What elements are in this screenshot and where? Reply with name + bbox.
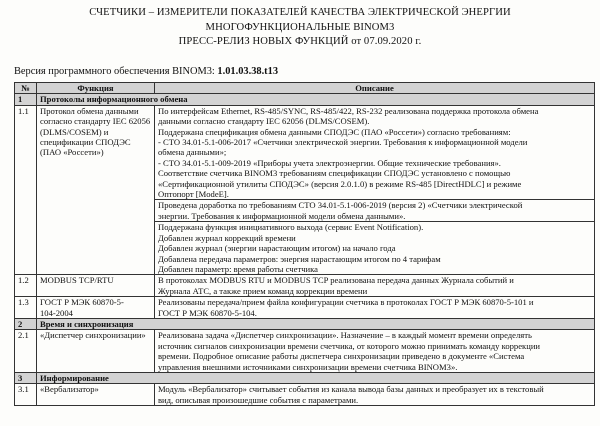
section-row-time-sync	[15, 318, 595, 329]
desc-line: Проведена доработка по требованиям СТО 34.01-5.1-006-2019 (версия 2) «Счетчики электрической	[158, 200, 523, 211]
version-label: Версия программного обеспечения BINOM3:	[14, 66, 215, 77]
row-description-b	[155, 200, 595, 222]
row-description	[155, 297, 595, 319]
row-description	[155, 275, 595, 297]
desc-line: Модуль «Вербализатор» считывает события из канала вывода базы данных и преобразует их в текстовый	[158, 384, 544, 395]
func-line: ГОСТ Р МЭК 60870-5-	[40, 297, 124, 308]
row-number: 2.1	[15, 330, 37, 373]
desc-line: По интерфейсам Ethernet, RS-485/SYNC, RS-485/422, RS-232 реализована поддержка протокола обмена	[158, 105, 539, 116]
column-header-function: Функция	[37, 83, 155, 94]
table-row-1-3	[15, 297, 595, 319]
row-number: 3.1	[15, 384, 37, 406]
features-table	[14, 82, 595, 406]
title-line-3: ПРЕСС-РЕЛИЗ НОВЫХ ФУНКЦИЙ от 07.09.2020 г.	[178, 36, 422, 48]
section-title: Информирование	[37, 372, 595, 383]
section-row-informing	[15, 372, 595, 383]
version-value: 1.01.03.38.t13	[217, 66, 279, 77]
desc-line: Добавлен журнал (энергии нарастающим итогом) на начало года	[158, 243, 396, 254]
row-function: Протокол обмена данными согласно стандарту IEC 62056 (DLMS/COSEM) и спецификации СПОДЭС (ПАО «Россети»)	[37, 105, 155, 275]
desc-line: ГОСТ Р МЭК 60870-5-104.	[158, 307, 257, 318]
row-number: 1.2	[15, 275, 37, 297]
desc-line: - СТО 34.01-5.1-006-2017 «Счетчики электрической энергии. Требования к информационной модели	[158, 137, 528, 148]
section-row-protocols	[15, 94, 595, 105]
row-function: «Вербализатор»	[37, 384, 155, 406]
desc-line: энергии. Требования к информационной модели обмена данными».	[158, 210, 406, 221]
desc-line: Соответствие счетчика BINOM3 требованиям спецификации СПОДЭС установлено с помощью	[158, 168, 511, 179]
section-number: 1	[15, 94, 37, 105]
section-title: Время и синхронизация	[37, 318, 595, 329]
desc-line: - СТО 34.01-5.1-009-2019 «Приборы учета электроэнергии. Общие технические требования».	[158, 157, 501, 168]
table-row-3-1	[15, 384, 595, 406]
section-number: 2	[15, 318, 37, 329]
desc-line: Поддержана функция инициативного выхода (сервис Event Notification).	[158, 222, 424, 233]
desc-line: времени. Подробное описание работы диспетчера синхронизации приведено в документе «Система	[158, 351, 525, 362]
row-number: 1.3	[15, 297, 37, 319]
func-line: 104-2004	[40, 307, 73, 318]
section-title: Протоколы информационного обмена	[37, 94, 595, 105]
document-title	[0, 0, 600, 50]
desc-line: Добавлен журнал коррекций времени	[158, 232, 296, 243]
row-number: 1.1	[15, 105, 37, 275]
desc-line: В протоколах MODBUS RTU и MODBUS TCP реализована передача данных Журнала событий и	[158, 275, 514, 286]
desc-line: данными согласно стандарту IEC 62056 (DLMS/COSEM).	[158, 116, 370, 127]
row-function: MODBUS TCP/RTU	[37, 275, 155, 297]
title-line-2: МНОГОФУНКЦИОНАЛЬНЫЕ BINOM3	[205, 21, 395, 33]
column-header-description: Описание	[155, 83, 595, 94]
table-header-row	[15, 83, 595, 94]
desc-line: Журнала АТС, а также прием команд коррекции времени	[158, 285, 368, 296]
table-row-1-1	[15, 105, 595, 200]
software-version	[14, 66, 278, 78]
desc-line: «Сертификационной утилиты СПОДЭС» (версия 2.0.1.0) в режиме RS-485 [DirectHDLC] и режиме	[158, 178, 522, 189]
desc-line: Реализованы передача/прием файла конфигурации счетчика в протоколах ГОСТ Р МЭК 60870-5-101 и	[158, 297, 534, 308]
desc-line: обмена данными»;	[158, 147, 227, 158]
column-header-number: №	[15, 83, 37, 94]
row-function	[37, 297, 155, 319]
row-function: «Диспетчер синхронизации»	[37, 330, 155, 373]
desc-line: Оптопорт [ModeE].	[158, 189, 229, 200]
desc-line: Добавлен параметр: время работы счетчика	[158, 263, 318, 274]
desc-line: Добавлена передача параметров: энергия нарастающим итогом по 4 тарифам	[158, 253, 441, 264]
desc-line: Поддержана спецификация обмена данными СПОДЭС (ПАО «Россети») согласно требованиям:	[158, 126, 511, 137]
table-row-2-1	[15, 330, 595, 373]
section-number: 3	[15, 372, 37, 383]
desc-line: вид, описывая произошедшие события с параметрами.	[158, 394, 359, 405]
table-row-1-2	[15, 275, 595, 297]
row-description	[155, 330, 595, 373]
row-description-c	[155, 222, 595, 275]
row-description-a	[155, 105, 595, 200]
title-line-1: СЧЕТЧИКИ – ИЗМЕРИТЕЛИ ПОКАЗАТЕЛЕЙ КАЧЕСТВА ЭЛЕКТРИЧЕСКОЙ ЭНЕРГИИ	[89, 7, 511, 18]
desc-line: управления внешними источниками синхронизации времени счетчика BINOM3».	[158, 361, 458, 372]
desc-line: Реализована задача «Диспетчер синхронизации». Назначение – в каждый момент времени определять	[158, 330, 532, 341]
row-description	[155, 384, 595, 406]
desc-line: источник сигналов синхронизации времени счетчика, от которого можно принимать команду коррекции	[158, 340, 541, 351]
